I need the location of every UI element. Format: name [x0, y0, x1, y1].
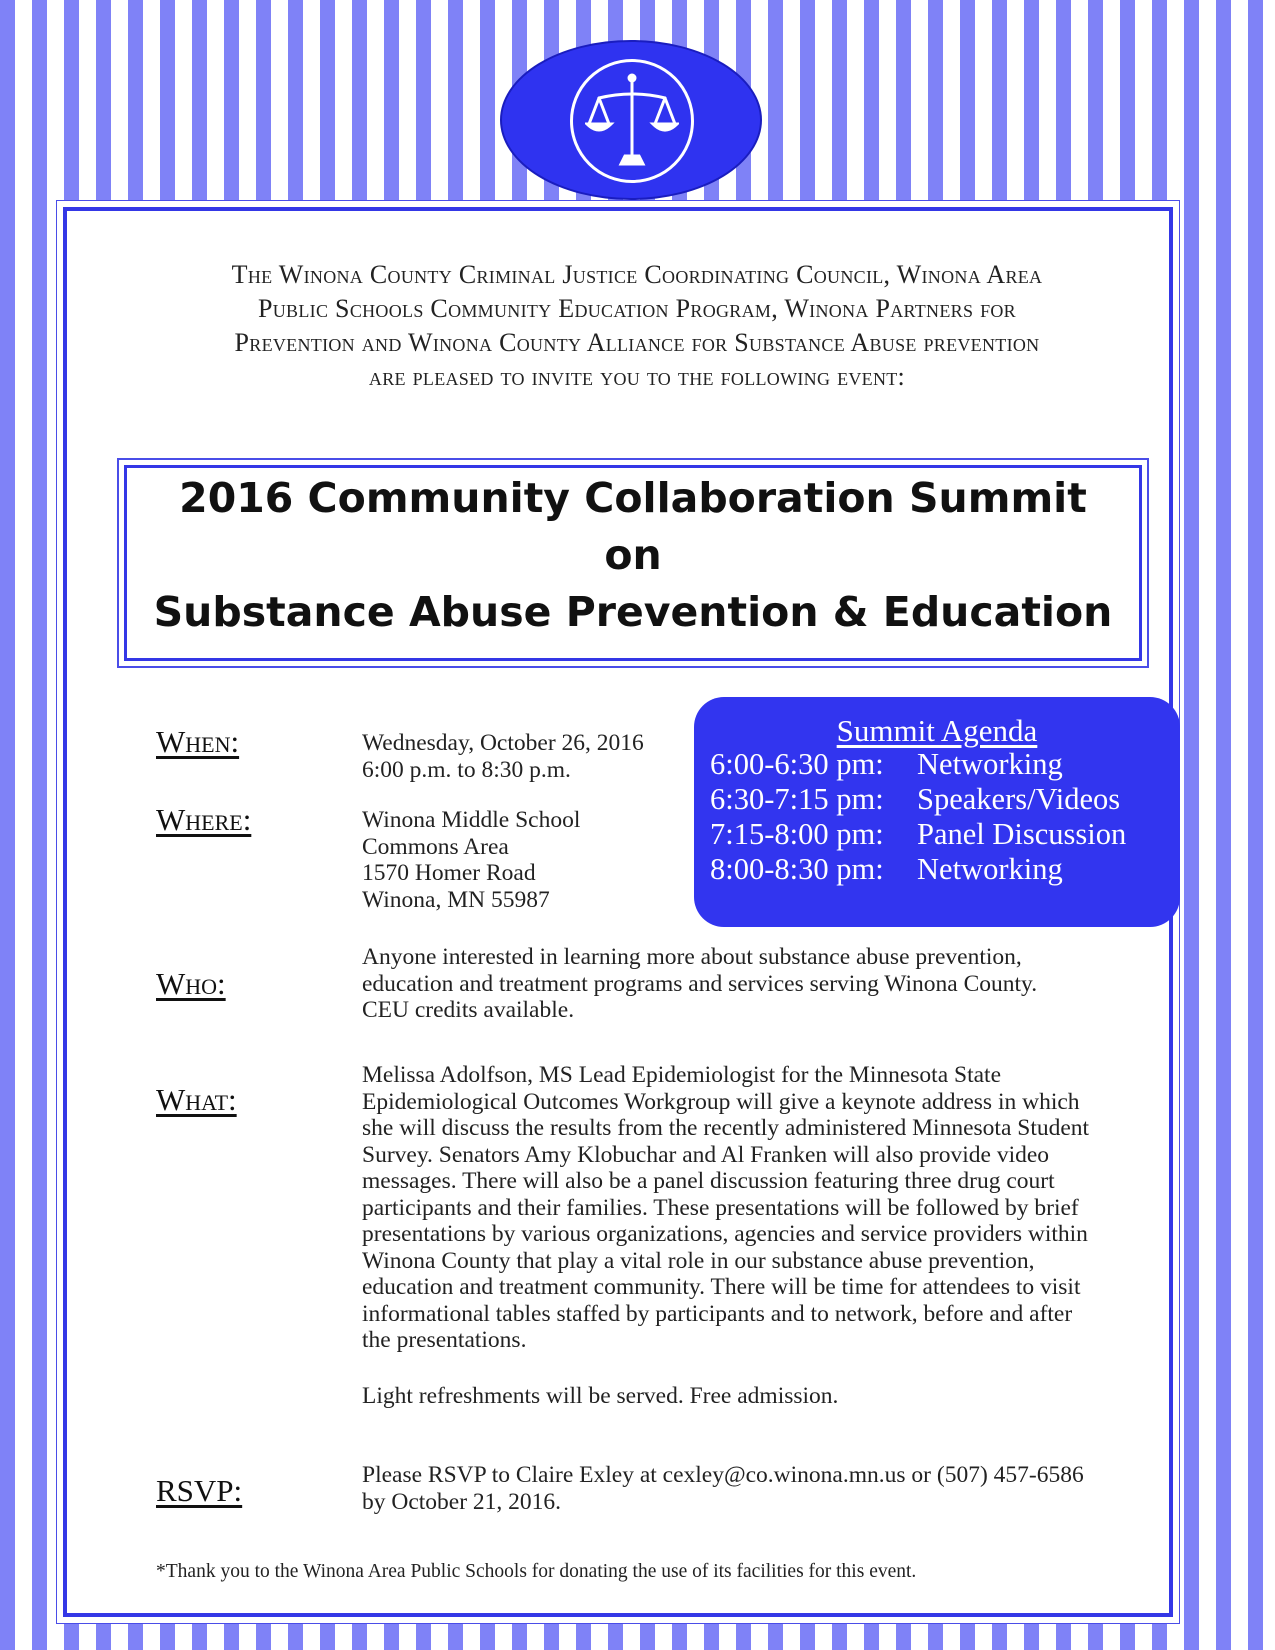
agenda-list: [710, 747, 1126, 887]
title-line: Substance Abuse Prevention & Education: [153, 588, 1113, 636]
summit-agenda-box: [694, 697, 1180, 927]
rsvp-value: [362, 1462, 1084, 1515]
agenda-activity: Networking: [917, 747, 1063, 781]
agenda-item: [710, 817, 1126, 852]
what-line: presentations by various organizations, agencies and service providers within: [362, 1221, 1088, 1247]
agenda-item: [710, 852, 1126, 887]
who-line: Anyone interested in learning more about substance abuse prevention,: [362, 944, 1022, 970]
agenda-time: 7:15-8:00 pm:: [710, 817, 884, 851]
where-line: Commons Area: [362, 833, 509, 860]
who-value: [362, 944, 1037, 1024]
what-line: Epidemiological Outcomes Workgroup will give a keynote address in which: [362, 1088, 1080, 1115]
what-line: informational tables staffed by participants and to network, before and after: [362, 1300, 1073, 1327]
rsvp-line: Please RSVP to Claire Exley at cexley@co.winona.mn.us or (507) 457-6586: [362, 1462, 1084, 1488]
what-line: the presentations.: [362, 1327, 527, 1353]
agenda-time: 8:00-8:30 pm:: [710, 852, 884, 886]
intro-text: [120, 258, 1154, 394]
intro-line: Prevention and Winona County Alliance for Substance Abuse prevention: [234, 328, 1040, 357]
when-value: [362, 730, 644, 783]
agenda-activity: Networking: [917, 852, 1063, 886]
event-title: [119, 470, 1147, 641]
agenda-item: [710, 747, 1126, 782]
where-line: Winona, MN 55987: [362, 886, 550, 913]
what-label: What:: [156, 1082, 237, 1117]
intro-line: The Winona County Criminal Justice Coordinating Council, Winona Area: [231, 260, 1043, 289]
what-line: Melissa Adolfson, MS Lead Epidemiologist for the Minnesota State: [362, 1062, 1001, 1088]
agenda-title: Summit Agenda: [836, 713, 1038, 748]
what-line: messages. There will also be a panel discussion featuring three drug court: [362, 1168, 1055, 1194]
refreshments-note: [362, 1383, 838, 1410]
where-line: 1570 Homer Road: [362, 860, 536, 886]
when-time: 6:00 p.m. to 8:30 p.m.: [362, 756, 571, 783]
agenda-item: [710, 782, 1126, 817]
title-box: [117, 458, 1149, 668]
title-line: 2016 Community Collaboration Summit: [179, 474, 1087, 522]
refreshments-text: Light refreshments will be served. Free admission.: [362, 1383, 839, 1409]
agenda-time: 6:00-6:30 pm:: [710, 747, 884, 781]
when-label: When:: [156, 724, 240, 759]
what-line: Winona County that play a vital role in our substance abuse prevention,: [362, 1247, 1035, 1274]
who-line: education and treatment programs and services serving Winona County.: [362, 970, 1038, 997]
intro-line: are pleased to invite you to the following event:: [368, 362, 906, 391]
agenda-activity: Speakers/Videos: [917, 782, 1121, 816]
when-date: Wednesday, October 26, 2016: [362, 730, 644, 756]
who-label: Who:: [156, 966, 226, 1001]
title-line: on: [604, 531, 662, 579]
what-line: participants and their families. These presentations will be followed by brief: [362, 1194, 1079, 1221]
logo-ring: [570, 59, 694, 183]
logo-oval: [500, 40, 762, 200]
what-value: [362, 1062, 1089, 1354]
what-line: she will discuss the results from the recently administered Minnesota Student: [362, 1115, 1090, 1141]
what-line: education and treatment community. There will be time for attendees to visit: [362, 1274, 1081, 1300]
agenda-time: 6:30-7:15 pm:: [710, 782, 884, 816]
rsvp-label: RSVP:: [156, 1473, 243, 1508]
agenda-activity: Panel Discussion: [917, 817, 1127, 851]
where-value: [362, 807, 580, 913]
what-line: Survey. Senators Amy Klobuchar and Al Franken will also provide video: [362, 1141, 1050, 1168]
scales-of-justice-icon: [585, 72, 679, 170]
where-line: Winona Middle School: [362, 807, 581, 833]
footnote: *Thank you to the Winona Area Public Schools for donating the use of its facilities for this event.: [156, 1561, 917, 1582]
who-line: CEU credits available.: [362, 997, 575, 1023]
intro-line: Public Schools Community Education Program, Winona Partners for: [258, 294, 1016, 323]
rsvp-line: by October 21, 2016.: [362, 1488, 562, 1515]
where-label: Where:: [156, 802, 252, 837]
